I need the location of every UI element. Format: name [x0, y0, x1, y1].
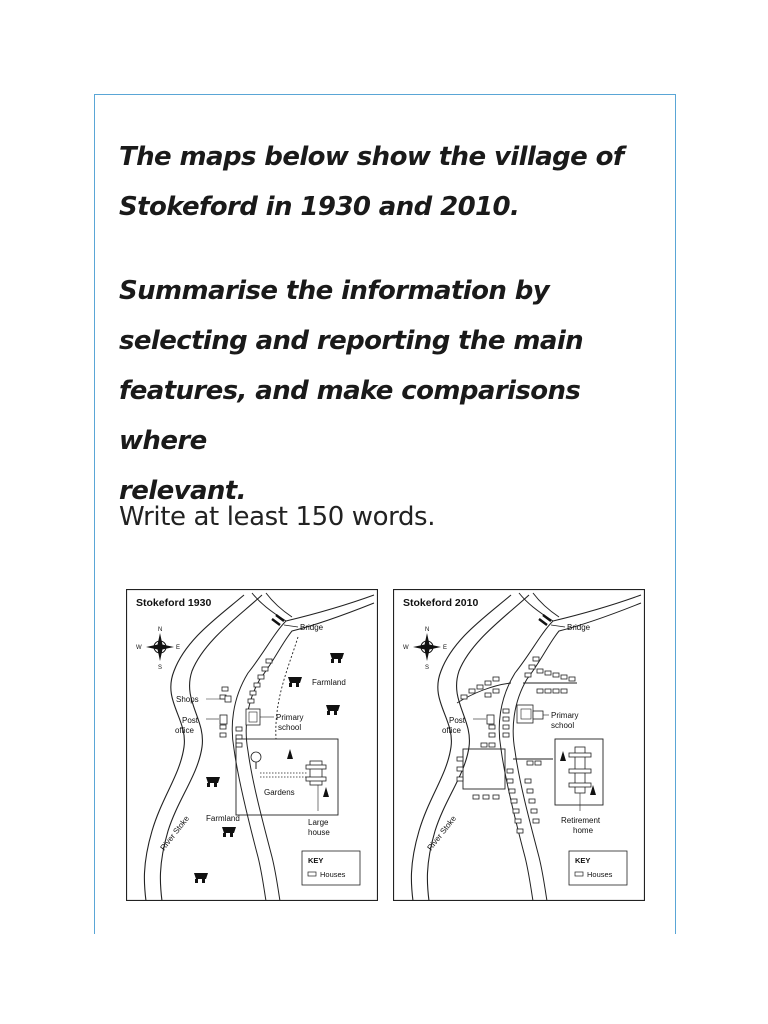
gardens-label: Gardens	[264, 788, 295, 797]
bridge-label: Bridge	[567, 623, 591, 632]
svg-text:E: E	[176, 645, 181, 651]
svg-text:Houses: Houses	[587, 870, 613, 879]
school-label: Primary	[276, 713, 304, 722]
map-1930	[126, 589, 378, 901]
farmland-label: Farmland	[206, 814, 240, 823]
school-label: Primary	[551, 711, 579, 720]
bridge-label: Bridge	[300, 623, 324, 632]
map-title: Stokeford 2010	[403, 597, 479, 609]
school-icon	[246, 709, 260, 725]
post-office-label: office	[175, 726, 194, 735]
svg-text:W: W	[136, 645, 142, 651]
school-label: school	[551, 721, 575, 730]
river-label: River Stoke	[158, 814, 192, 853]
large-house-label: house	[308, 828, 330, 837]
svg-text:S: S	[158, 665, 163, 671]
word-count-instruction: Write at least 150 words.	[119, 502, 436, 532]
prompt-line: Stokeford in 1930 and 2010.	[119, 192, 520, 222]
svg-text:N: N	[158, 627, 163, 633]
instruction-line: features, and make comparisons where	[119, 376, 581, 456]
svg-text:Houses: Houses	[320, 870, 346, 879]
post-office-icon	[220, 715, 227, 724]
instruction-line: Summarise the information by	[119, 276, 550, 306]
svg-text:W: W	[403, 645, 409, 651]
shops-icon	[225, 696, 231, 702]
map-2010	[393, 589, 645, 901]
map-title: Stokeford 1930	[136, 597, 212, 609]
post-office-label: Post	[182, 716, 199, 725]
school-label: school	[278, 723, 302, 732]
map-key	[569, 851, 627, 885]
svg-text:S: S	[425, 665, 430, 671]
task-prompt	[119, 132, 664, 232]
instruction-line: selecting and reporting the main	[119, 326, 584, 356]
post-office-icon	[487, 715, 494, 724]
map-key	[302, 851, 360, 885]
retirement-home-label: Retirement	[561, 816, 601, 825]
retirement-home-label: home	[573, 826, 594, 835]
instruction-line: relevant.	[119, 476, 246, 506]
svg-text:KEY: KEY	[308, 856, 324, 865]
svg-text:E: E	[443, 645, 448, 651]
school-icon	[517, 705, 533, 723]
farmland-label: Farmland	[312, 678, 346, 687]
post-office-label: Post	[449, 716, 466, 725]
river-label: River Stoke	[425, 814, 459, 853]
retirement-home-icon	[569, 747, 591, 793]
svg-text:N: N	[425, 627, 430, 633]
post-office-label: office	[442, 726, 461, 735]
large-house-label: Large	[308, 818, 329, 827]
shops-label: Shops	[176, 695, 199, 704]
svg-text:KEY: KEY	[575, 856, 591, 865]
task-instructions	[119, 266, 664, 516]
prompt-line: The maps below show the village of	[119, 142, 624, 172]
